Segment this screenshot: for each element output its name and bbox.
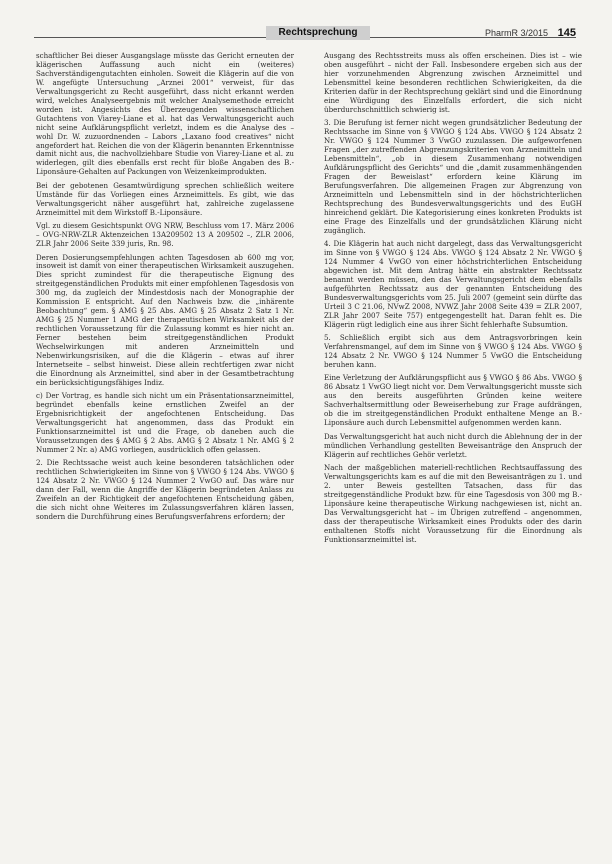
page-number: 145: [557, 27, 576, 39]
paragraph: Bei der gebotenen Gesamtwürdigung sprechen schließlich weitere Umstände für das Vorliegen eines Arzneimittels. Es gibt, wie das Verwaltungsgericht näher ausgeführt hat, zahlreiche zugelassene Arzneimittel mit dem Wirkstoff B.-Liponsäure.: [36, 180, 294, 217]
right-column: [324, 52, 582, 852]
left-column: [36, 52, 294, 852]
section-label: Rechtsprechung: [266, 26, 370, 40]
paragraph: Eine Verletzung der Aufklärungspflicht aus § VWGO § 86 Abs. VWGO § 86 Absatz 1 VwGO liegt nicht vor. Dem Verwaltungsgericht musste sich aus den bereits ausgeführten Gründen keine weitere Sachverhaltsermittlung oder Beweiserhebung zur Frage aufdrängen, ob die im streitgegenständlichen Produkt enthaltene Menge an B.-Liponsäure auch durch Lebensmittel aufgenommen werden kann.: [324, 373, 582, 428]
paragraph: Ausgang des Rechtsstreits muss als offen erscheinen. Dies ist – wie oben ausgeführt – nicht der Fall. Insbesondere ergeben sich aus der hier vorzunehmenden Abgrenzung zwischen Arzneimittel und Lebensmittel keine besonderen rechtlichen Schwierigkeiten, da die Kriterien dafür in der Rechtsprechung geklärt sind und die Einordnung eine Würdigung des Einzelfalls erfordert, die sich nicht überdurchschnittlich schwierig ist.: [324, 52, 582, 114]
paragraph: 3. Die Berufung ist ferner nicht wegen grundsätzlicher Bedeutung der Rechtssache im Sinne von § VWGO § 124 Abs. VWGO § 124 Absatz 2 Nr. VWGO § 124 Nummer 3 VwGO zuzulassen. Die aufgeworfenen Fragen „der zutreffenden Abgrenzungskriterien von Arzneimitteln und Lebensmitteln“, „ob in diesem Zusammenhang notwendigen Aufklärungspflicht des Gerichts“ und die „damit zusammenhängenden Fragen der Beweislast“ erfordern keine Klärung im Berufungsverfahren. Die allgemeinen Fragen zur Abgrenzung von Arzneimitteln und Lebensmitteln sind in der höchstrichterlichen Rechtsprechung des Bundesverwaltungsgerichts und des EuGH hinreichend geklärt. Die Kategorisierung eines konkreten Produkts ist eine Frage des Einzelfalls und der grundsätzlichen Klärung nicht zugänglich.: [324, 118, 582, 235]
paragraph: Nach der maßgeblichen materiell-rechtlichen Rechtsauffassung des Verwaltungsgerichts kam es auf die mit den Beweisanträgen zu 1. und 2. unter Beweis gestellten Tatsachen, dass für das streitgegenständliche Produkt bzw. für eine Tagesdosis von 300 mg B.-Liponsäure keine therapeutische Wirkung nachgewiesen ist, nicht an. Das Verwaltungsgericht hat – im Übrigen zutreffend – angenommen, dass der therapeutische Wirksamkeit eines Produkts oder des darin enthaltenen Stoffs nicht Voraussetzung für die Einordnung als Funktionsarzneimittel ist.: [324, 462, 582, 544]
paragraph: Das Verwaltungsgericht hat auch nicht durch die Ablehnung der in der mündlichen Verhandlung gestellten Beweisanträge den Anspruch der Klägerin auf rechtliches Gehör verletzt.: [324, 431, 582, 459]
paragraph: 5. Schließlich ergibt sich aus dem Antragsvorbringen kein Verfahrensmangel, auf dem im Sinne von § VWGO § 124 Abs. VWGO § 124 Absatz 2 Nr. VWGO § 124 Nummer 5 VwGO die Entscheidung beruhen kann.: [324, 333, 582, 369]
paragraph: Deren Dosierungsempfehlungen achten Tagesdosen ab 600 mg vor, insoweit ist damit von einer therapeutischen Wirksamkeit auszugehen. Dies spricht zumindest für die therapeutische Eignung des streitgegenständlichen Produkts mit einer empfohlenen Tagesdosis von 300 mg, da zugleich der Mindestdosis nach der Monographie der Kommission E entspricht. Auf den Nachweis bzw. die „inhärente Beobachtung“ gem. § AMG § 25 Abs. AMG § 25 Absatz 2 Satz 1 Nr. AMG § 25 Nummer 1 AMG der therapeutischen Wirksamkeit als der rechtlichen Voraussetzung für die Zulassung kommt es hier nicht an. Ferner bestehen beim streitgegenständlichen Produkt Wechselwirkungen mit anderen Arzneimitteln und Nebenwirkungsrisiken, auf die die Klägerin – etwas auf ihrer Internetseite – selbst hinweist. Diese allein rechtfertigen zwar nicht die Einordnung als Arzneimittel, sind aber in der Gesamtbetrachtung ein berücksichtigungsfähiges Indiz.: [36, 252, 294, 387]
running-header: [34, 26, 576, 42]
paragraph: schaftlicher Bei dieser Ausgangslage müsste das Gericht erneuten der klägerischen Auffassung auch nicht ein (weiteres) Sachverständigengutachten einholen. Soweit die Klägerin auf die von W. angefügte Untersuchung „Arznei 2001“ verweist, für das Verwaltungsgericht zu Recht ausgeführt, dass nicht erkannt werden wird, welches Analyseergebnis mit welcher Analysemethode erreicht worden ist. Angesichts des Überzeugenden wissenschaftlichen Gutachtens von Viarey-Liane et al. hat das Verwaltungsgericht auch nicht seine Aufklärungspflicht verletzt, indem es die Analyse des – wohl Dr. W. zuzuordnenden – Labors „Laxano food creatives“ nicht angefordert hat. Reichen die von der Klägerin benannten Erkenntnisse damit nicht aus, die nachvollziehbare Studie von Viarey-Liane et al. zu widerlegen, gilt dies ebenfalls erst recht für bloße Angaben des B.-Liponsäure-Gehalten auf Packungen von Weizenkeimprodukten.: [36, 52, 294, 177]
paragraph: 2. Die Rechtssache weist auch keine besonderen tatsächlichen oder rechtlichen Schwierigkeiten im Sinne von § VWGO § 124 Abs. VWGO § 124 Absatz 2 Nr. VWGO § 124 Nummer 2 VwGO auf. Das wäre nur dann der Fall, wenn die Angriffe der Klägerin begründeten Anlass zu Zweifeln an der Richtigkeit der angefochtenen Entscheidung gäben, die sich nicht ohne Weiteres im Zulassungsverfahren klären lassen, sondern die Durchführung eines Berufungsverfahrens erfordern; der: [36, 458, 294, 522]
citation-paragraph: Vgl. zu diesem Gesichtspunkt OVG NRW, Beschluss vom 17. März 2006 – OVG-NRW-ZLR Aktenzeichen 13A209502 13 A 209502 –, ZLR 2006, ZLR Jahr 2006 Seite 339 juris, Rn. 98.: [36, 221, 294, 249]
paragraph: 4. Die Klägerin hat auch nicht dargelegt, dass das Verwaltungsgericht im Sinne von § VWGO § 124 Abs. VWGO § 124 Absatz 2 Nr. VWGO § 124 Nummer 4 VwGO von einer höchstrichterlichen Entscheidung abgewichen ist. Mit dem Antrag hätte ein abstrakter Rechtssatz benannt werden müssen, den das Verwaltungsgericht dem ebenfalls aufgeführten Rechtssatz aus der genannten Entscheidung des Bundesverwaltungsgerichts vom 25. Juli 2007 (gemeint sein dürfte das Urteil 3 C 21.06, NVwZ 2008, NVWZ Jahr 2008 Seite 439 = ZLR 2007, ZLR Jahr 2007 Seite 757) entgegengestellt hat. Daran fehlt es. Die Klägerin rügt lediglich eine aus ihrer Sicht fehlerhafte Subsumtion.: [324, 239, 582, 329]
journal-citation: PharmR 3/2015: [484, 28, 548, 38]
paragraph: c) Der Vortrag, es handle sich nicht um ein Präsentationsarzneimittel, begründet ebenfalls keine ernstlichen Zweifel an der Ergebnisrichtigkeit der angefochtenen Entscheidung. Das Verwaltungsgericht hat angenommen, dass das Produkt ein Funktionsarzneimittel ist und die Frage, ob daneben auch die Voraussetzungen des § AMG § 2 Abs. AMG § 2 Absatz 1 Nr. AMG § 2 Nummer 2 Nr. a) AMG vorliegen, ausdrücklich offen gelassen.: [36, 391, 294, 455]
